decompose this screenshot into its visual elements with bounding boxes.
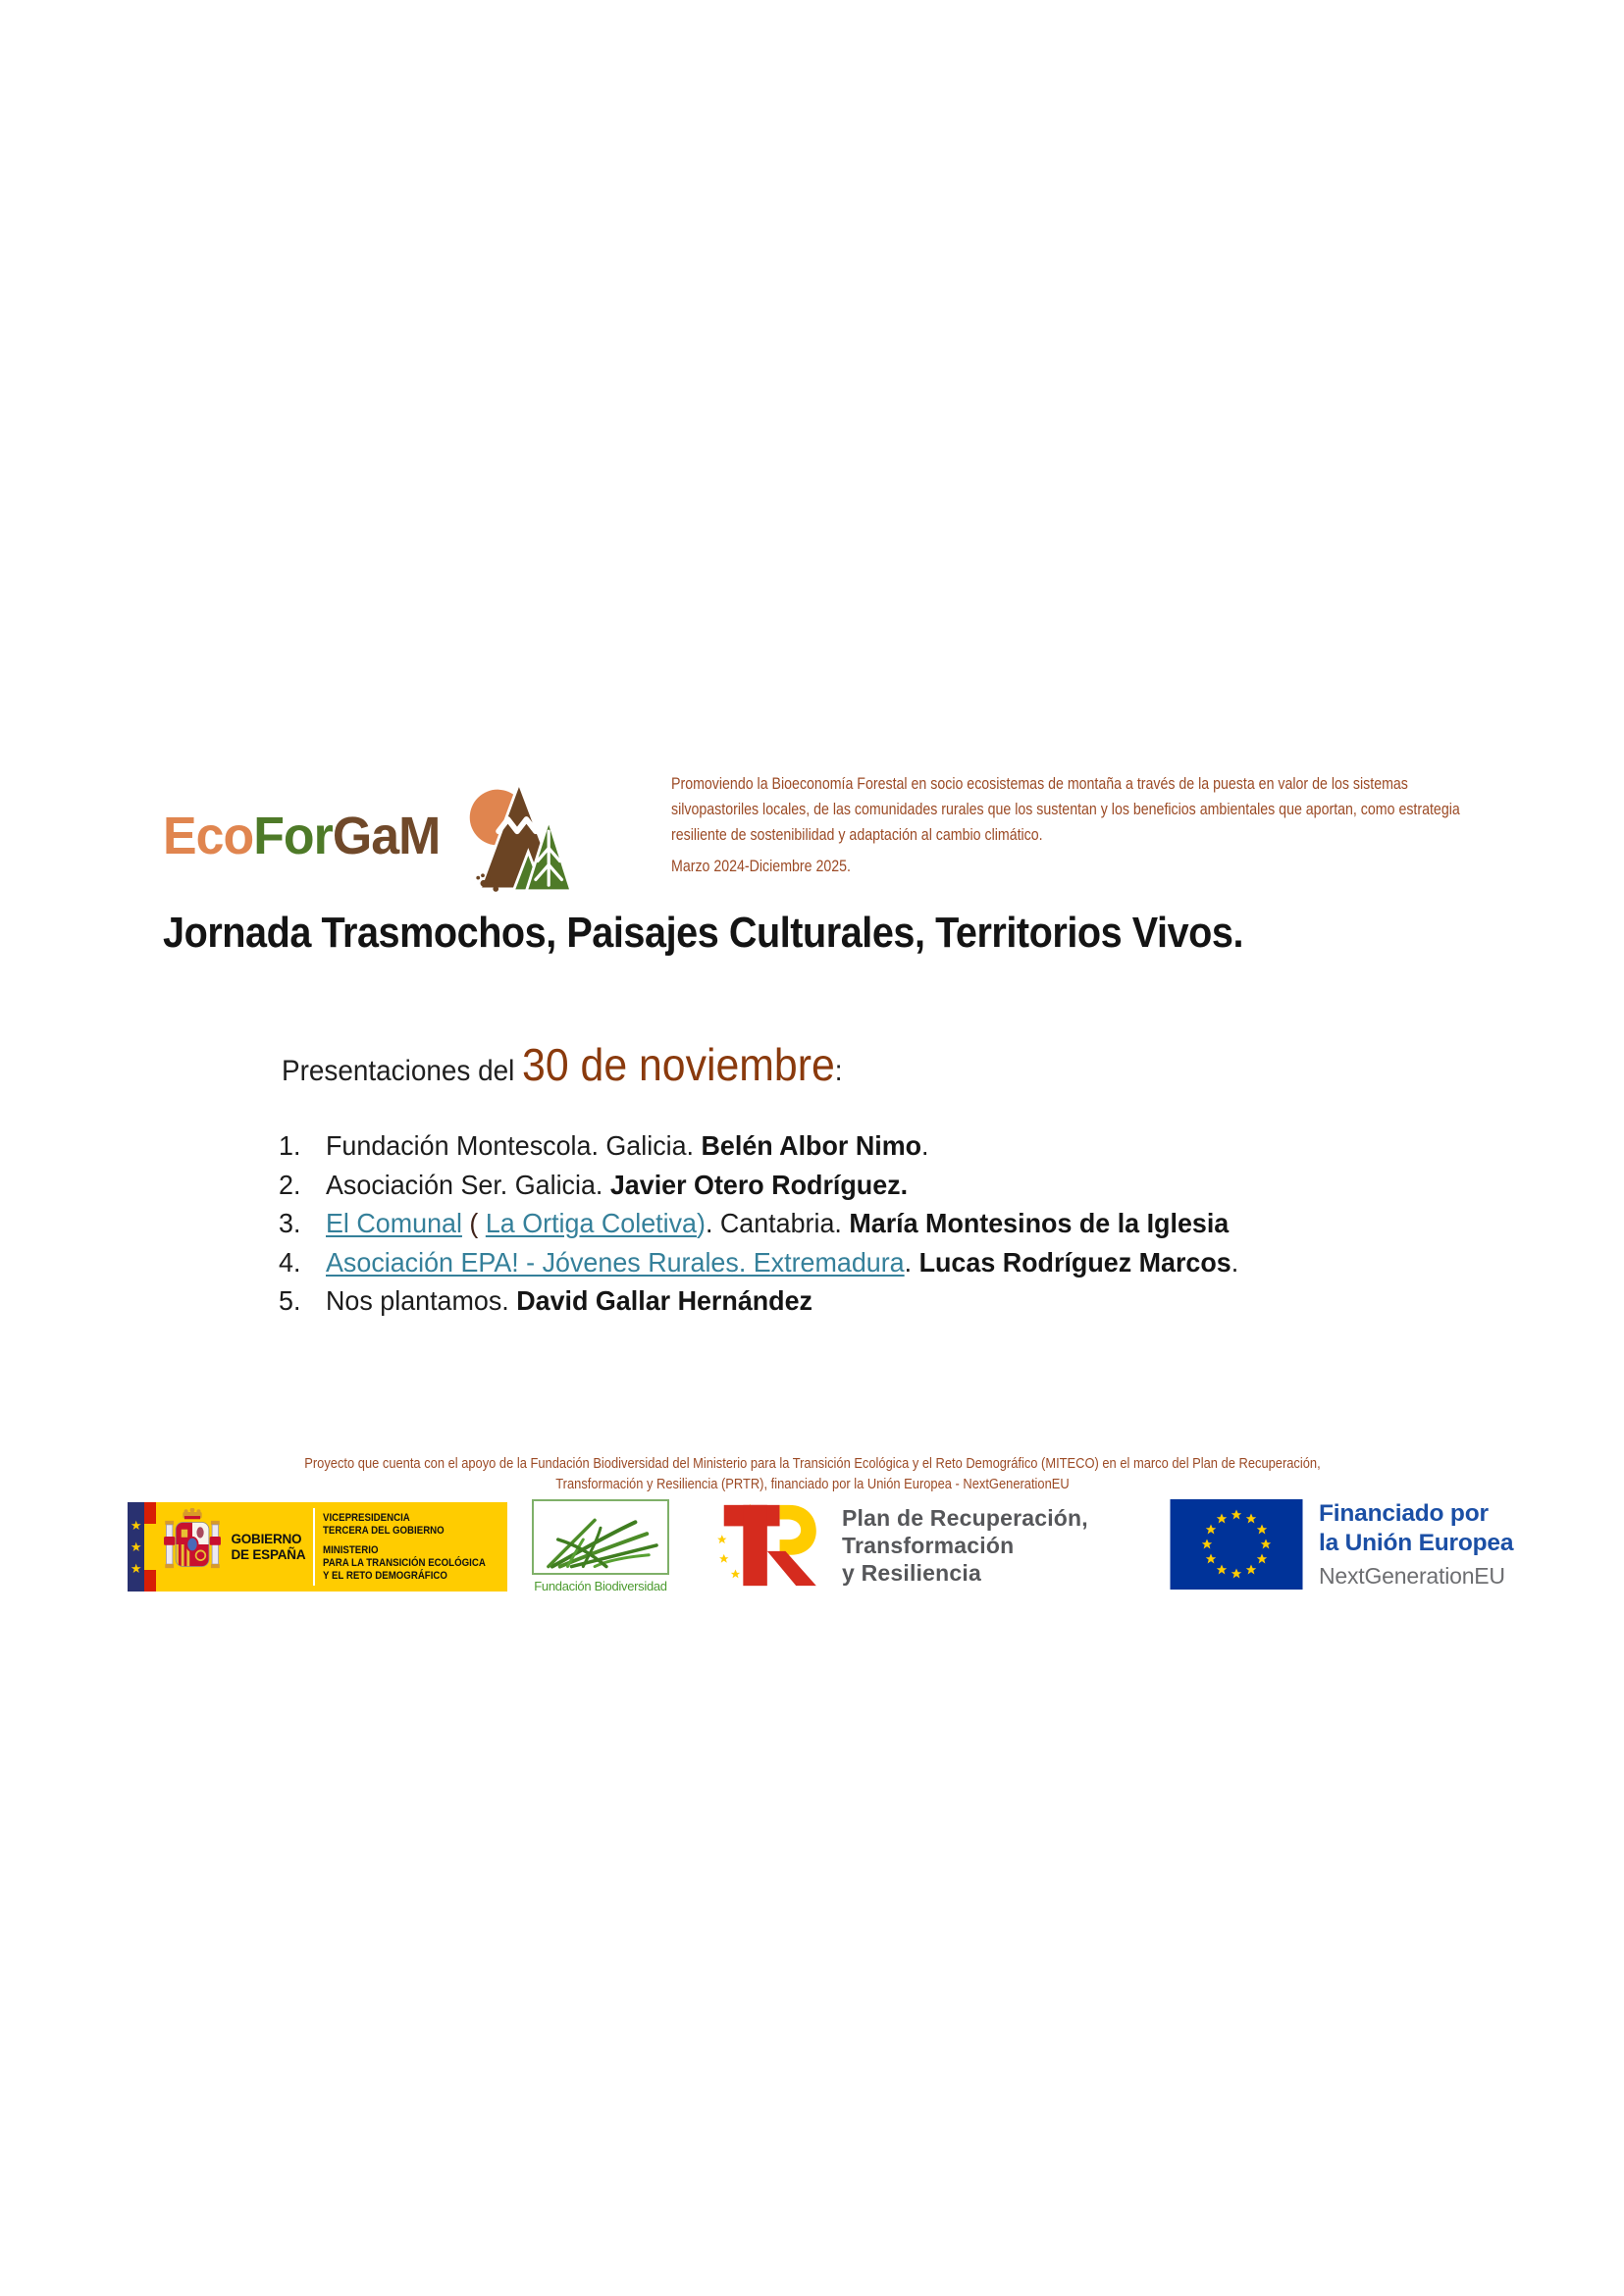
presentations-heading xyxy=(282,1038,842,1091)
star-icon: ★ xyxy=(130,1518,142,1533)
list-item xyxy=(279,1243,1238,1282)
eu-funding-label: Financiado por la Unión Europea NextGenerationEU xyxy=(1319,1500,1514,1589)
fundacion-label: Fundación Biodiversidad xyxy=(534,1579,667,1593)
logo-text-for: For xyxy=(253,807,333,865)
presentations-colon: : xyxy=(834,1055,843,1087)
prtr-label: Plan de Recuperación, Transformación y Resiliencia xyxy=(842,1505,1088,1586)
item-text: Asociación Ser. Galicia. Javier Otero Rodríguez. xyxy=(326,1169,909,1200)
list-item xyxy=(279,1166,1238,1205)
item-text: Asociación EPA! - Jóvenes Rurales. Extremadura. Lucas Rodríguez Marcos. xyxy=(326,1246,1239,1278)
link-el-comunal[interactable]: El Comunal xyxy=(326,1208,462,1238)
speaker-name: Belén Albor Nimo xyxy=(701,1130,922,1161)
star-icon: ★ xyxy=(130,1561,142,1576)
page-title: Jornada Trasmochos, Paisajes Culturales, Territorios Vivos. xyxy=(163,909,1244,957)
divider xyxy=(313,1508,314,1586)
gobierno-name: GOBIERNO DE ESPAÑA xyxy=(231,1531,306,1562)
item-number: 2. xyxy=(279,1169,301,1200)
speaker-name: David Gallar Hernández xyxy=(516,1285,813,1316)
star-icon: ★ xyxy=(130,1539,142,1554)
grass-icon xyxy=(532,1499,669,1575)
presentations-date: 30 de noviembre xyxy=(522,1039,835,1090)
mountain-trees-icon xyxy=(465,779,569,893)
speaker-name: María Montesinos de la Iglesia xyxy=(849,1208,1230,1238)
item-text: Fundación Montescola. Galicia. Belén Albor Nimo. xyxy=(326,1130,929,1161)
presentations-prefix: Presentaciones del xyxy=(282,1055,523,1087)
funding-note: Proyecto que cuenta con el apoyo de la Fundación Biodiversidad del Ministerio para la Transición Ecológica y el Reto Demográfico (MITECO) en el marco del Plan de Recuperación, Transformación y Resiliencia (PRTR), financiado por la Unión Europea - NextGenerationEU xyxy=(303,1455,1321,1492)
list-item xyxy=(279,1204,1238,1243)
eu-stars-strip xyxy=(128,1502,144,1592)
gobierno-espana-logo xyxy=(128,1502,507,1592)
item-number: 5. xyxy=(279,1285,301,1316)
logo-text-gam: GaM xyxy=(332,807,441,865)
list-item xyxy=(279,1281,1238,1321)
item-number: 1. xyxy=(279,1130,301,1161)
prtr-tr-icon xyxy=(697,1497,822,1598)
ecoforgam-logo xyxy=(163,779,569,893)
nextgeneration-label: NextGenerationEU xyxy=(1319,1563,1505,1589)
fundacion-biodiversidad-logo xyxy=(532,1499,669,1593)
item-number: 4. xyxy=(279,1246,301,1278)
link-la-ortiga-coletiva[interactable]: La Ortiga Coletiva xyxy=(485,1208,697,1238)
ecoforgam-wordmark xyxy=(163,806,440,866)
ministry-name: VICEPRESIDENCIA TERCERA DEL GOBIERNO MINISTERIO PARA LA TRANSICIÓN ECOLÓGICA Y EL RETO DEMOGRÁFICO xyxy=(322,1511,486,1582)
speaker-name: Javier Otero Rodríguez. xyxy=(609,1169,909,1200)
spain-coat-of-arms-icon xyxy=(164,1508,221,1586)
eu-flag-icon xyxy=(1170,1499,1303,1594)
project-date-range: Marzo 2024-Diciembre 2025. xyxy=(671,858,851,875)
list-item xyxy=(279,1126,1238,1166)
speaker-name: Lucas Rodríguez Marcos xyxy=(918,1246,1231,1278)
link-asociacion-epa[interactable]: Asociación EPA! - Jóvenes Rurales. Extremadura xyxy=(326,1246,905,1278)
logo-text-eco: Eco xyxy=(163,807,254,865)
spain-flag-icon xyxy=(144,1502,156,1592)
presentations-list xyxy=(279,1126,1238,1321)
item-text: El Comunal ( La Ortiga Coletiva). Cantabria. María Montesinos de la Iglesia xyxy=(326,1208,1230,1238)
item-number: 3. xyxy=(279,1208,301,1238)
project-description: Promoviendo la Bioeconomía Forestal en socio ecosistemas de montaña a través de la puesta en valor de los sistemas silvopastoriles locales, de las comunidades rurales que los sustentan y los beneficios ambientales que aportan, como estrategia resiliente de sostenibilidad y adaptación al cambio climático. xyxy=(671,775,1460,844)
item-text: Nos plantamos. David Gallar Hernández xyxy=(326,1285,813,1316)
